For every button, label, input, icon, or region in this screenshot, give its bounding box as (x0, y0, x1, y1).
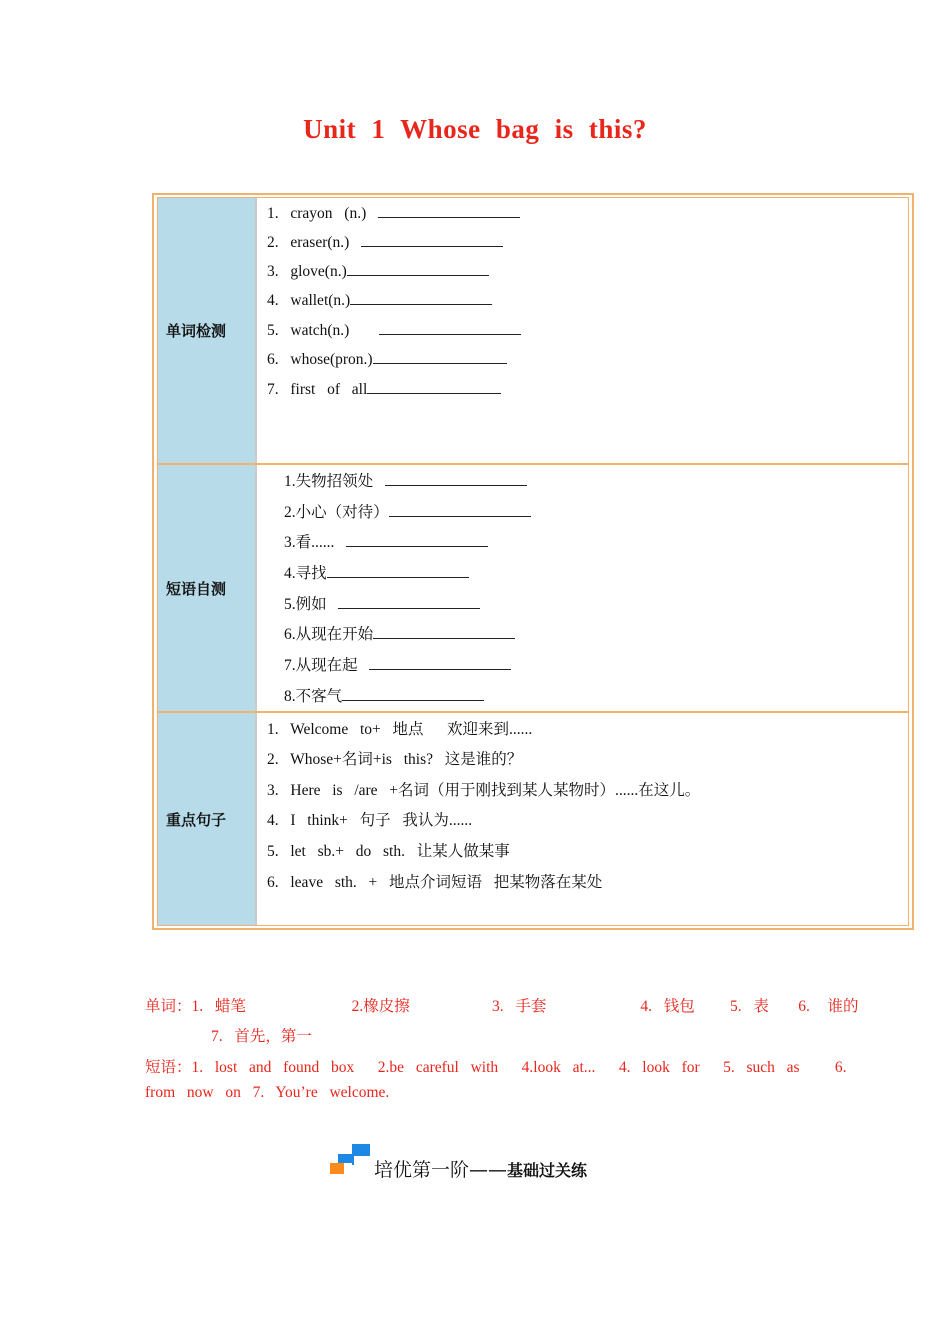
answer-blank[interactable] (342, 686, 484, 701)
section-heading-sub: 基础过关练 (507, 1161, 588, 1180)
answer-blank[interactable] (389, 502, 531, 517)
sentence-item-2: 2. Whose+名词+is this? 这是谁的？ (267, 751, 523, 768)
word-item-5: 5. watch(n.) (267, 320, 521, 340)
answers-phrases-line1: 短语：1. lost and found box 2.be careful with 4.look at... 4. look for 5. such as 6. (145, 1059, 847, 1076)
sentence-item-6: 6. leave sth. + 地点介词短语 把某物落在某处 (267, 874, 603, 891)
section-label-sentences: 重点句子 (158, 713, 257, 925)
section-sentences (157, 712, 909, 926)
answer-blank[interactable] (385, 471, 527, 486)
section-heading (374, 1155, 587, 1182)
answer-blank[interactable] (346, 532, 488, 547)
answer-blank[interactable] (361, 232, 503, 247)
answers-phrases-line2: from now on 7. You’re welcome. (145, 1084, 390, 1101)
section-label-words: 单词检测 (158, 198, 257, 463)
stairs-logo-icon (330, 1144, 370, 1174)
section-content-phrases (259, 465, 908, 711)
section-words (157, 197, 909, 464)
phrase-item-3: 3.看...... (284, 530, 488, 552)
answer-blank[interactable] (367, 379, 501, 394)
word-item-7: 7. first of all (267, 379, 501, 399)
answer-blank[interactable] (378, 203, 520, 218)
section-phrases (157, 464, 909, 712)
answer-blank[interactable] (379, 320, 521, 335)
sentence-item-5: 5. let sb.+ do sth. 让某人做某事 (267, 843, 510, 860)
phrase-item-1: 1.失物招领处 (284, 469, 527, 491)
section-content-words (259, 198, 908, 463)
word-item-3: 3. glove(n.) (267, 261, 489, 281)
section-heading-main: 培优第一阶—— (374, 1159, 508, 1181)
answer-blank[interactable] (373, 624, 515, 639)
sentence-item-1: 1. Welcome to+ 地点 欢迎来到...... (267, 721, 533, 738)
word-item-4: 4. wallet(n.) (267, 290, 492, 310)
phrase-item-2: 2.小心（对待） (284, 500, 531, 522)
answer-blank[interactable] (338, 594, 480, 609)
phrase-item-6: 6.从现在开始 (284, 622, 515, 644)
vocab-table (152, 193, 914, 930)
answer-blank[interactable] (369, 655, 511, 670)
word-item-6: 6. whose(pron.) (267, 349, 507, 369)
page-title: Unit 1 Whose bag is this? (303, 114, 647, 144)
answer-blank[interactable] (350, 290, 492, 305)
word-item-2: 2. eraser(n.) (267, 232, 503, 252)
answers-words-line2: 7. 首先，第一 (211, 1028, 312, 1045)
section-content-sentences (259, 713, 908, 925)
sentence-item-3: 3. Here is /are +名词（用于刚找到某人某物时）......在这儿。 (267, 782, 701, 799)
phrase-item-4: 4.寻找 (284, 561, 469, 583)
phrase-item-5: 5.例如 (284, 592, 480, 614)
answer-blank[interactable] (373, 349, 507, 364)
phrase-item-7: 7.从现在起 (284, 653, 511, 675)
section-label-phrases: 短语自测 (158, 465, 257, 711)
sentence-item-4: 4. I think+ 句子 我认为...... (267, 812, 473, 829)
answer-blank[interactable] (347, 261, 489, 276)
phrase-item-8: 8.不客气 (284, 684, 484, 706)
answer-blank[interactable] (327, 563, 469, 578)
word-item-1: 1. crayon (n.) (267, 203, 520, 223)
answers-words-line1: 单词：1. 蜡笔 2.橡皮擦 3. 手套 4. 钱包 5. 表 6. 谁的 (145, 998, 859, 1015)
